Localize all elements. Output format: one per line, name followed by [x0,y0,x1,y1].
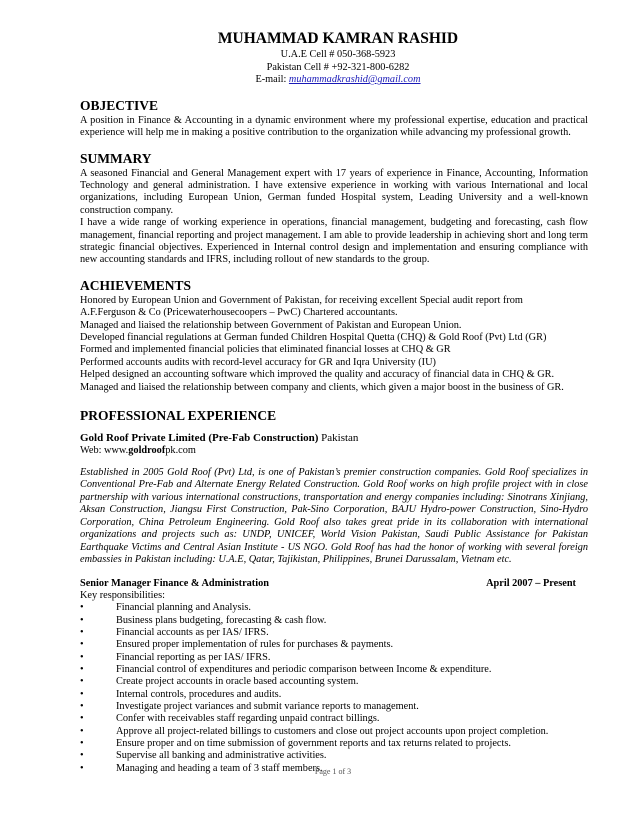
role-dates: April 2007 – Present [486,577,576,589]
achievement-item: Formed and implemented financial policies that eliminated financial losses at CHQ & GR [80,344,451,356]
bullet-icon: • [80,651,84,663]
objective-text: A position in Finance & Accounting in a dynamic environment where my professional expertise, education and practical experience will help me in making a positive contribution to the organization while advancing my professional growth. [80,114,588,139]
summary-paragraph-2: I have a wide range of working experience in operations, financial management, budgeting and forecasting, cash flow management, financial reporting and project management. I am able to provide leadership in achieving short and long term strategic financial objectives. Experienced in Internal control design and implementation and ensuring compliance with new accounting standards and IFRS, including rollout of new standards to the group. [80,217,588,266]
list-item: • Financial reporting as per IAS/ IFRS. [80,651,271,663]
bullet-icon: • [80,664,84,676]
list-item: • Business plans budgeting, forecasting & cash flow. [80,614,327,626]
bullet-icon: • [80,750,84,762]
achievement-item: Helped designed an accounting software which improved the quality and accuracy of financial data in CHQ & GR. [80,369,555,381]
bullet-icon: • [80,701,84,713]
list-item: • Supervise all banking and administrative activities. [80,750,327,762]
list-item: • Approve all project-related billings to customers and close out project accounts upon project completion. [80,725,549,737]
bullet-icon: • [80,639,84,651]
company-name [80,432,588,444]
company-title: Gold Roof Private Limited (Pre-Fab Construction) [80,432,319,445]
list-item: • Create project accounts in oracle based accounting system. [80,676,359,688]
objective-heading: OBJECTIVE [80,97,159,113]
web-label: Web: www. [80,444,129,456]
list-item: • Ensure proper and on time submission of government reports and tax returns related to projects. [80,738,511,750]
achievement-item: Managed and liaised the relationship between Government of Pakistan and European Union. [80,319,462,331]
company-description: Established in 2005 Gold Roof (Pvt) Ltd, is one of Pakistan’s premier construction companies. Gold Roof specializes in Conventional Pre-Fab and Alternate Energy Related Construction. Gold Roof works on high profile project with in close partnership with various international constructions, transportation and energy companies including: Sinotrans Xinjiang, Aksan Construction, Jiangsu First Construction, Pak-Sino Corporation, BAJU Hydro-power Construction, Sino-Hydro Corporation, China Petroleum Engineering. Gold Roof also takes great pride in its collaboration with international organizations and projects such as: UNDP, UNICEF, World Vision Pakistan, Saudi Public Assistance for Pakistan Earthquake Victims and Central Asian Institute - US NGO. Gold Roof has had the honor of working with several foreign embassies in Pakistan including: U.A.E, Qatar, Tajikistan, Philippines, Brunei Darussalam, Vietnam etc. [80,466,588,566]
web-bold: goldroof [128,444,166,456]
list-item: • Confer with receivables staff regarding unpaid contract billings. [80,713,380,725]
list-item: • Investigate project variances and submit variance reports to management. [80,701,419,713]
summary-paragraph-1: A seasoned Financial and General Management expert with 17 years of experience in Finance, Accounting, Information Technology and general administration. I have extensive experience in working with various International and local organizations, including European Union, German funded Hospital system, Leading University and a well-known construction company. [80,167,588,216]
achievement-item: Honored by European Union and Government of Pakistan, for receiving excellent Special audit report from [80,294,523,306]
bullet-icon: • [80,602,84,614]
contact-block [80,49,588,87]
company-website [80,445,588,457]
responsibilities-list [80,602,588,775]
bullet-icon: • [80,627,84,639]
achievement-item: Managed and liaised the relationship between company and clients, which given a major boost in the business of GR. [80,381,564,393]
achievements-list [80,295,588,394]
company-location: Pakistan [318,432,359,445]
pakistan-phone: Pakistan Cell # +92-321-800-6282 [266,61,410,73]
list-item: • Financial control of expenditures and periodic comparison between Income & expenditure. [80,664,492,676]
list-item: • Financial accounts as per IAS/ IFRS. [80,627,269,639]
bullet-icon: • [80,738,84,750]
role-row [80,578,588,590]
list-item: • Managing and heading a team of 3 staff members. [80,762,323,774]
experience-heading: PROFESSIONAL EXPERIENCE [80,408,277,424]
achievement-item: Developed financial regulations at German funded Children Hospital Quetta (CHQ) & Gold Roof (Pvt) Ltd (GR) [80,332,547,344]
list-item: • Financial planning and Analysis. [80,602,251,614]
uae-phone: U.A.E Cell # 050-368-5923 [280,49,396,60]
email-link[interactable]: muhammadkrashid@gmail.com [288,74,421,86]
list-item: • Ensured proper implementation of rules for purchases & payments. [80,639,394,651]
responsibilities-label: Key responsibilities: [80,589,165,601]
role-title: Senior Manager Finance & Administration [80,577,269,589]
bullet-icon: • [80,762,84,774]
bullet-icon: • [80,676,84,688]
email-line [88,74,588,87]
bullet-icon: • [80,614,84,626]
bullet-icon: • [80,725,84,737]
page-number: Page 1 of 3 [314,767,352,776]
list-item: • Internal controls, procedures and audits. [80,688,282,700]
bullet-icon: • [80,713,84,725]
candidate-name: MUHAMMAD KAMRAN RASHID [217,30,459,47]
achievement-item: Performed accounts audits with record-level accuracy for GR and Iqra University (IU) [80,356,436,368]
achievement-item: A.F.Ferguson & Co (Pricewaterhousecoopers – PwC) Chartered accountants. [80,307,398,319]
achievements-heading: ACHIEVEMENTS [80,277,192,293]
email-label: E-mail: [255,74,289,86]
bullet-icon: • [80,688,84,700]
summary-heading: SUMMARY [80,150,152,166]
web-suffix: pk.com [165,444,196,456]
